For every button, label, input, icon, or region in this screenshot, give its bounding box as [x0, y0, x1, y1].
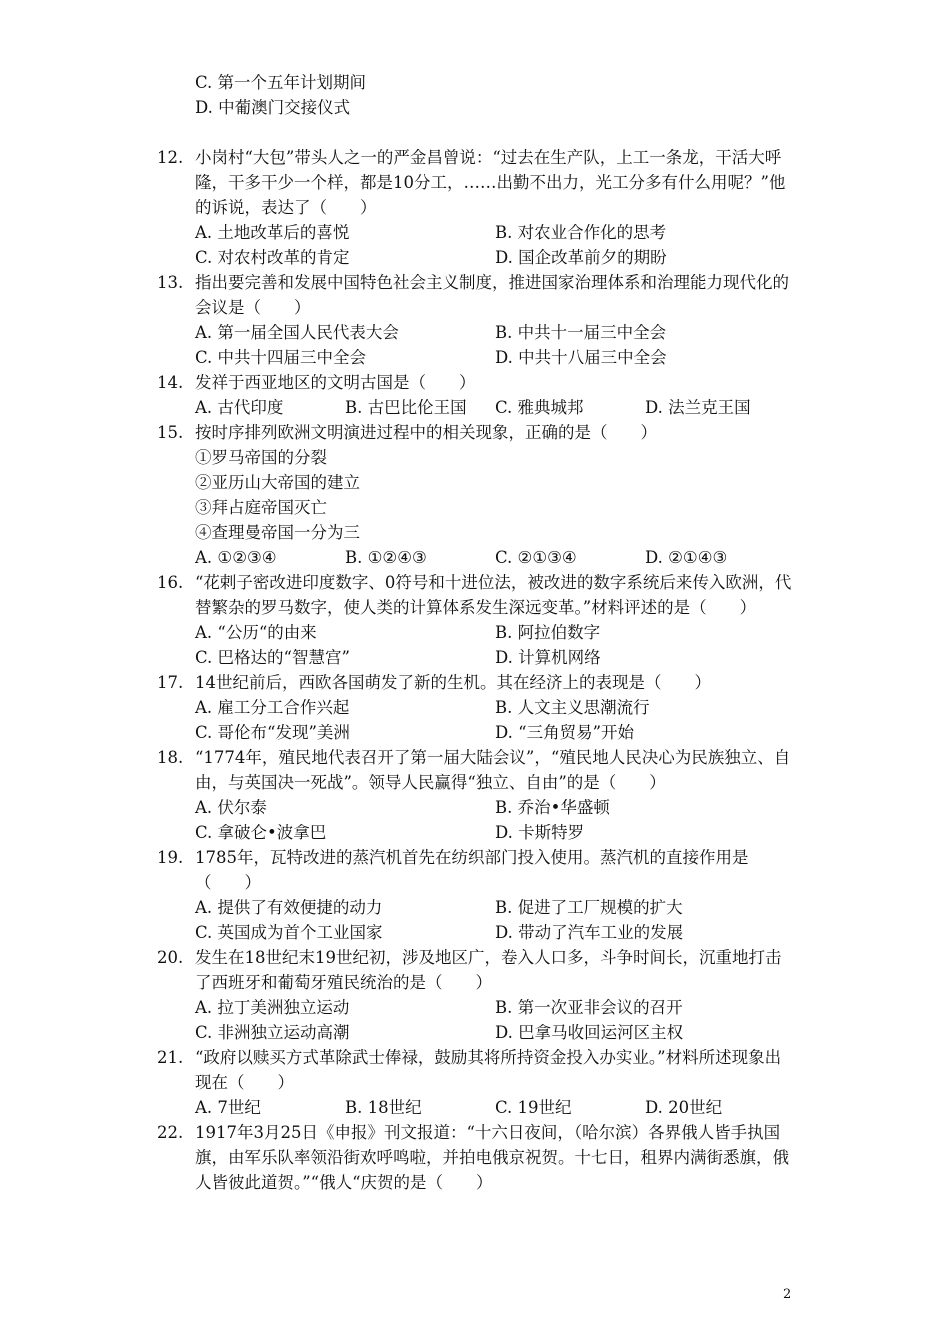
- option-c: C. 非洲独立运动高潮: [195, 1023, 350, 1042]
- option-d: D. ②①④③: [645, 548, 728, 567]
- question-text: 14世纪前后，西欧各国萌发了新的生机。其在经济上的表现是（ ）: [195, 673, 711, 692]
- option-b: B. 促进了工厂规模的扩大: [495, 898, 683, 917]
- option-a: A. “公历“的由来: [195, 623, 317, 642]
- question-14: [0, 370, 950, 420]
- option-d: D. 计算机网络: [495, 648, 601, 667]
- question-text: “1774年，殖民地代表召开了第一届大陆会议”，“殖民地人民决心为民族独立、自由，与英国决一死战”。领导人民赢得“独立、自由”的是（ ）: [195, 748, 791, 792]
- statement-2: ②亚历山大帝国的建立: [195, 473, 360, 492]
- option-c: C. 哥伦布“发现”美洲: [195, 723, 350, 742]
- options: [195, 1095, 795, 1120]
- options: [195, 795, 795, 845]
- option-d: D. 国企改革前夕的期盼: [495, 248, 667, 267]
- option-a: A. 第一届全国人民代表大会: [195, 323, 399, 342]
- question-text: 1917年3月25日《申报》刊文报道：“十六日夜间，（哈尔滨）各界俄人皆手执国旗，由军乐队率领沿街欢呼鸣啦，并拍电俄京祝贺。十七日，租界内满街悉旗，俄人皆彼此道贺。”“俄人“庆贺的是（ ）: [195, 1123, 789, 1192]
- options: [195, 220, 795, 270]
- option-c: C. 中共十四届三中全会: [195, 348, 367, 367]
- option-a: A. ①②③④: [195, 548, 277, 567]
- option-d: D. 巴拿马收回运河区主权: [495, 1023, 684, 1042]
- option-d: D. 中共十八届三中全会: [495, 348, 667, 367]
- options: [195, 620, 795, 670]
- question-text: 1785年，瓦特改进的蒸汽机首先在纺织部门投入使用。蒸汽机的直接作用是（ ）: [195, 848, 749, 892]
- option-b: B. 18世纪: [345, 1098, 422, 1117]
- question-number: 17.: [157, 673, 184, 692]
- question-22: [0, 1120, 950, 1195]
- statement-3: ③拜占庭帝国灭亡: [195, 498, 327, 517]
- question-number: 13.: [157, 273, 184, 292]
- option-a: A. 拉丁美洲独立运动: [195, 998, 350, 1017]
- option-b: B. 中共十一届三中全会: [495, 323, 667, 342]
- option-a: A. 7世纪: [195, 1098, 261, 1117]
- option-b: B. 阿拉伯数字: [495, 623, 601, 642]
- option-a: A. 古代印度: [195, 398, 284, 417]
- question-number: 21.: [157, 1048, 184, 1067]
- option-a: A. 土地改革后的喜悦: [195, 223, 350, 242]
- option-d: D. 20世纪: [645, 1098, 723, 1117]
- question-number: 22.: [157, 1123, 184, 1142]
- option-a: A. 雇工分工合作兴起: [195, 698, 350, 717]
- question-12: [0, 145, 950, 270]
- page-number: 2: [783, 1287, 792, 1302]
- option-c: C. 巴格达的“智慧宫”: [195, 648, 350, 667]
- option-c: C. 英国成为首个工业国家: [195, 923, 383, 942]
- option-c: C. 拿破仑•波拿巴: [195, 823, 327, 842]
- option-d: D. 法兰克王国: [645, 398, 751, 417]
- option-a: A. 提供了有效便捷的动力: [195, 898, 383, 917]
- question-13: [0, 270, 950, 370]
- statement-4: ④查理曼帝国一分为三: [195, 523, 360, 542]
- question-text: 小岗村“大包”带头人之一的严金昌曾说：“过去在生产队，上工一条龙，干活大呼隆，干多干少一个样，都是10分工，……出勤不出力，光工分多有什么用呢？”他的诉说，表达了（ ）: [195, 148, 786, 217]
- option-b: B. 对农业合作化的思考: [495, 223, 667, 242]
- option-line: C. 第一个五年计划期间: [195, 73, 367, 92]
- question-number: 16.: [157, 573, 184, 592]
- question-15: [0, 420, 950, 570]
- question-number: 20.: [157, 948, 184, 967]
- question-number: 18.: [157, 748, 184, 767]
- question-text: “政府以赎买方式革除武士俸禄，鼓励其将所持资金投入办实业。”材料所述现象出现在（ ）: [195, 1048, 782, 1092]
- carry-over-options: [195, 70, 795, 120]
- question-number: 14.: [157, 373, 184, 392]
- option-b: B. 人文主义思潮流行: [495, 698, 650, 717]
- question-number: 15.: [157, 423, 184, 442]
- question-text: 发生在18世纪末19世纪初，涉及地区广，卷入人口多，斗争时间长，沉重地打击了西班牙和葡萄牙殖民统治的是（ ）: [195, 948, 782, 992]
- question-text: 指出要完善和发展中国特色社会主义制度，推进国家治理体系和治理能力现代化的会议是（ ）: [195, 273, 789, 317]
- question-21: [0, 1045, 950, 1120]
- option-d: D. 带动了汽车工业的发展: [495, 923, 684, 942]
- question-text: 发祥于西亚地区的文明古国是（ ）: [195, 373, 476, 392]
- options: [195, 545, 795, 570]
- question-18: [0, 745, 950, 845]
- option-c: C. ②①③④: [495, 548, 577, 567]
- question-16: [0, 570, 950, 670]
- question-19: [0, 845, 950, 945]
- option-a: A. 伏尔泰: [195, 798, 267, 817]
- options: [195, 995, 795, 1045]
- option-d: D. “三角贸易”开始: [495, 723, 635, 742]
- option-c: C. 雅典城邦: [495, 398, 584, 417]
- statement-1: ①罗马帝国的分裂: [195, 448, 327, 467]
- question-17: [0, 670, 950, 745]
- option-b: B. 古巴比伦王国: [345, 398, 467, 417]
- options: [195, 395, 795, 420]
- question-number: 19.: [157, 848, 184, 867]
- question-20: [0, 945, 950, 1045]
- question-list: [0, 145, 950, 1195]
- option-b: B. 第一次亚非会议的召开: [495, 998, 683, 1017]
- options: [195, 895, 795, 945]
- option-line: D. 中葡澳门交接仪式: [195, 98, 351, 117]
- option-b: B. ①②④③: [345, 548, 427, 567]
- question-text: 按时序排列欧洲文明演进过程中的相关现象，正确的是（ ）: [195, 423, 657, 442]
- options: [195, 320, 795, 370]
- option-b: B. 乔治•华盛顿: [495, 798, 610, 817]
- options: [195, 695, 795, 745]
- question-text: “花剌子密改进印度数字、0符号和十进位法，被改进的数字系统后来传入欧洲，代替繁杂的罗马数字，使人类的计算体系发生深远变革。”材料评述的是（ ）: [195, 573, 792, 617]
- option-d: D. 卡斯特罗: [495, 823, 585, 842]
- option-c: C. 19世纪: [495, 1098, 572, 1117]
- question-number: 12.: [157, 148, 184, 167]
- option-c: C. 对农村改革的肯定: [195, 248, 350, 267]
